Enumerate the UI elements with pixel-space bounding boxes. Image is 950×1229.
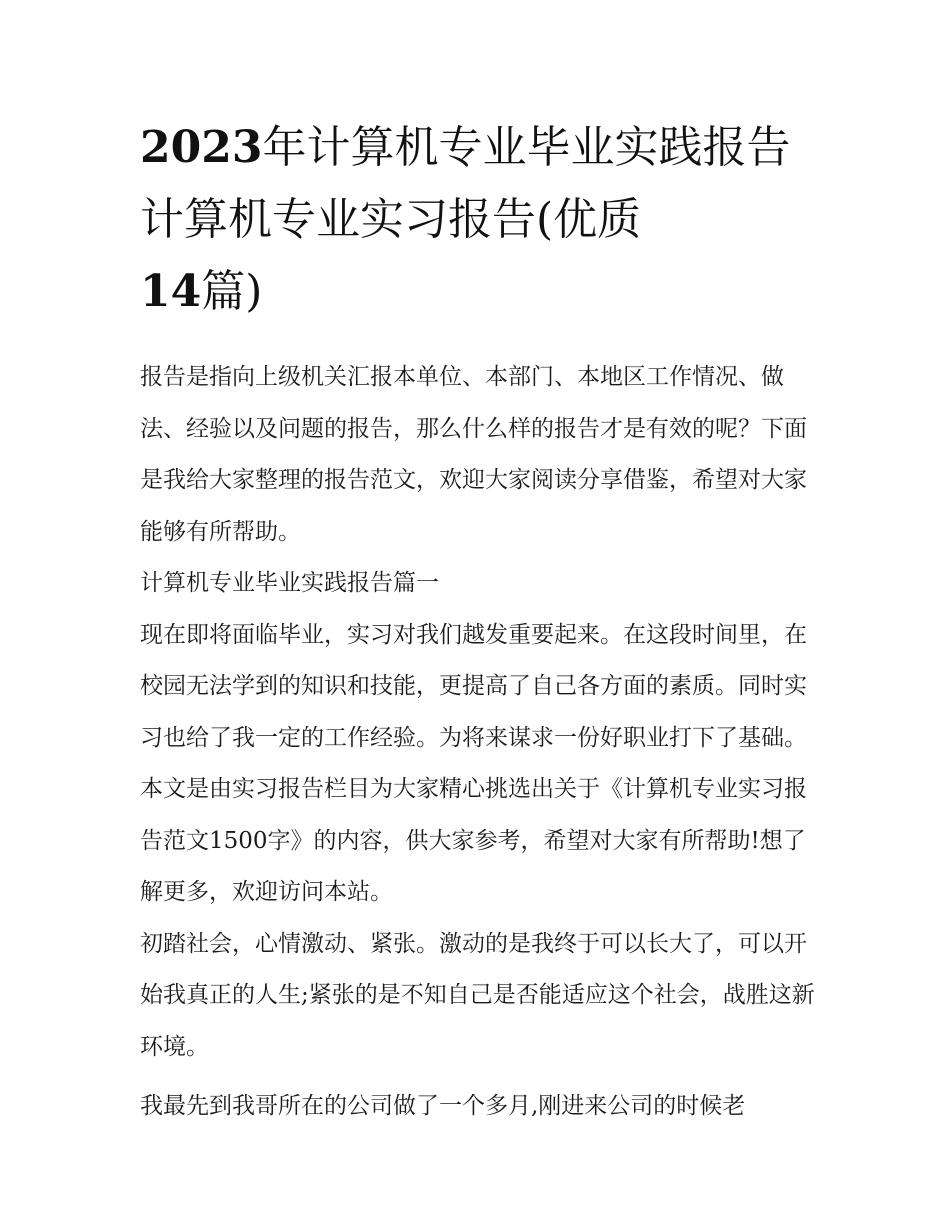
section-heading: 计算机专业毕业实践报告篇一 bbox=[140, 570, 439, 596]
title-year: 2023 bbox=[140, 122, 263, 173]
body-paragraph-1: 现在即将面临毕业，实习对我们越发重要起来。在这段时间里，在校园无法学到的知识和技能，更提高了自己各方面的素质。同时实习也给了我一定的工作经验。为将来谋求一份好职业打下了基础。本文是由实习报告栏目为大家精心挑选出关于《计算机专业实习报告范文1500字》的内容，供大家参考，希望对大家有所帮助!想了解更多，欢迎访问本站。 bbox=[140, 621, 807, 905]
title-main: 年计算机专业毕业实践报告 计算机专业实习报告(优质 bbox=[140, 122, 791, 245]
body-paragraph-2: 初踏社会，心情激动、紧张。激动的是我终于可以长大了，可以开始我真正的人生;紧张的是不知自己是否能适应这个社会，战胜这新环境。 bbox=[140, 930, 815, 1060]
intro-paragraph: 报告是指向上级机关汇报本单位、本部门、本地区工作情况、做法、经验以及问题的报告，那么什么样的报告才是有效的呢？下面是我给大家整理的报告范文，欢迎大家阅读分享借鉴，希望对大家能够有所帮助。 bbox=[140, 364, 807, 545]
document-body bbox=[140, 352, 820, 1133]
title-count: 14 bbox=[140, 266, 202, 317]
title-tail: 篇) bbox=[201, 266, 263, 317]
body-paragraph-3: 我最先到我哥所在的公司做了一个多月,刚进来公司的时候老 bbox=[140, 1093, 746, 1119]
document-title bbox=[140, 112, 820, 328]
